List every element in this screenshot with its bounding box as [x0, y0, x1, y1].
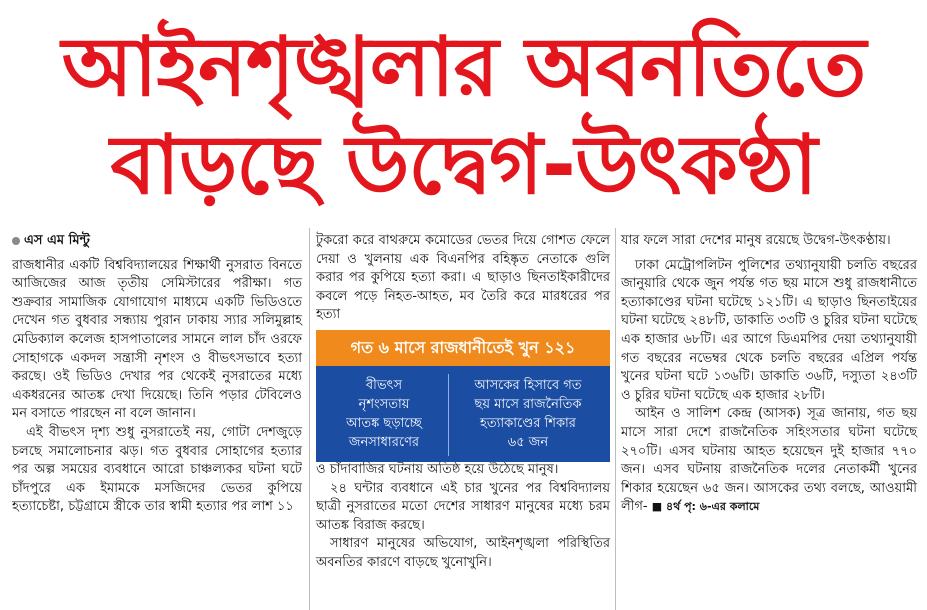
column-3-paragraph-1: যার ফলে সারা দেশের মানুষ রয়েছে উদ্বেগ-উৎকণ্ঠায়।: [621, 233, 891, 248]
column-1-paragraph-1: রাজধানীর একটি বিশ্ববিদ্যালয়ের শিক্ষার্থী নুসরাত বিনতে আজিজের আজ তৃতীয় সেমিস্টারের পরীক্ষা। গত শুক্রবার সামাজিক যোগাযোগ মাধ্যমে একটি ভিডিওতে দেখেন গত বুধবার সন্ধ্যায় পুরান ঢাকায় স্যার সলিমুল্লাহ মেডিক্যাল কলেজ হাসপাতালের সামনে লাল চাঁদ ওরফে সোহাগকে একদল সন্ত্রাসী নৃশংস ও বীভৎসভাবে হত্যা করছে। ওই ভিডিও দেখার পর থেকেই নুসরাতের মধ্যে একধরনের আতঙ্ক দেখা দিয়েছে। তিনি পড়ার টেবিলেও মন বসাতে পারছেন না বলে জানান।: [12, 257, 302, 422]
column-2-paragraph-3: ২৪ ঘন্টার ব্যবধানে এই চার খুনের পর বিশ্ববিদ্যালয় ছাত্রী নুসরাতের মতো দেশের সাধারণ মানুষের মধ্যে চরম আতঙ্ক বিরাজ করছে।: [316, 480, 610, 533]
column-3-paragraph-3-text: আইন ও সালিশ কেন্দ্র (আসক) সূত্র জানায়, গত ছয় মাসে সারা দেশে রাজনৈতিক সহিংসতার ঘটনা ঘটেছে ২৭০টি। এসব ঘটনায় আহত হয়েছেন দুই হাজার ৭৭০ জন। এসব ঘটনায় রাজনৈতিক দলের নেতাকর্মী খুনের শিকার হয়েছেন ৬৫ জন। আসকের তথ্য বলছে, আওয়ামী লীগ-: [621, 406, 917, 515]
continued-on-marker: ■ ৪র্থ পৃ: ৬-এর কলামে: [651, 500, 760, 514]
bullet-icon: [12, 237, 20, 245]
continued-on-text: ৪র্থ পৃ: ৬-এর কলামে: [666, 500, 760, 514]
infobox-right-line: হত্যাকাণ্ডের শিকার: [480, 416, 576, 431]
byline: [12, 232, 302, 251]
column-1: [12, 232, 302, 517]
infobox-right-line: আসকের হিসাবে গত: [474, 378, 582, 393]
column-3-paragraph-3: [621, 405, 917, 517]
column-2-paragraph-2: ও চাঁদাবাজির ঘটনায় অতিষ্ঠ হয়ে উঠেছে মানুষ।: [316, 461, 559, 477]
infobox-left-line: নৃশংসতায়: [358, 397, 410, 412]
headline-line-1: আইনশৃঙ্খলার অবনতিতে: [61, 20, 866, 115]
column-2-paragraph-1: টুকরো করে বাথরুমে কমোডের ভেতর দিয়ে গোশত ফেলে দেয়া ও খুলনায় এক বিএনপির বহিষ্কৃত নেতাকে গুলি করার পর কুপিয়ে হত্যা করা। এ ছাড়াও ছিনতাইকারীদের কবলে পড়ে নিহত-আহত, মব তৈরি করে মারধরের পর হত্যা: [316, 233, 610, 323]
column-rule-2: [615, 228, 616, 610]
infobox: [316, 330, 610, 462]
column-rule-1: [309, 228, 310, 610]
infobox-right: [452, 376, 604, 452]
infobox-left: [322, 376, 446, 452]
infobox-left-line: জনসাধারণের: [348, 435, 420, 450]
infobox-left-line: বীভৎস: [365, 378, 403, 393]
byline-author: এস এম মিন্টু: [24, 233, 90, 248]
infobox-divider: [448, 374, 449, 456]
infobox-right-line: ৬৫ জন: [507, 435, 549, 450]
column-3-paragraph-2: ঢাকা মেট্রোপলিটন পুলিশের তথ্যানুযায়ী চলতি বছরের জানুয়ারি থেকে জুন পর্যন্ত গত ছয় মাসে শুধু রাজধানীতে হত্যাকাণ্ডের ঘটনা ঘটেছে ১২১টি। এ ছাড়াও ছিনতাইয়ের ঘটনা ঘটেছে ২৪৮টি, ডাকাতি ৩৩টি ও চুরির ঘটনা ঘটেছে এক হাজার ৬৮টি। এর আগে ডিএমপির দেয়া তথ্যানুযায়ী গত বছরের নভেম্বর থেকে চলতি বছরের এপ্রিল পর্যন্ত খুনের ঘটনা ঘটে ১৩৬টি। ডাকাতি ৩৬টি, দস্যুতা ২৪৩টি ও চুরির ঘটনা ঘটেছে এক হাজার ২৮টি।: [621, 257, 917, 403]
column-2-paragraph-4: সাধারণ মানুষের অভিযোগ, আইনশৃঙ্খলা পরিস্থিতির অবনতির কারণে বাড়ছে খুনোখুনি।: [316, 536, 610, 570]
infobox-title: গত ৬ মাসে রাজধানীতেই খুন ১২১: [316, 330, 610, 366]
column-1-paragraph-2: এই বীভৎস দৃশ্য শুধু নুসরাতেই নয়, গোটা দেশজুড়ে চলছে সমালোচনার ঝড়। গত বুধবার সোহাগের হত্যার পর অল্প সময়ের ব্যবধানে আরো চাঞ্চল্যকর ঘটনা ঘটে চাঁদপুরে এক ইমামকে মসজিদের ভেতর কুপিয়ে হত্যাচেষ্টা, চট্টগ্রামে স্ত্রীকে তার স্বামী হত্যার পর লাশ ১১: [12, 424, 302, 515]
infobox-right-line: ছয় মাসে রাজনৈতিক: [474, 397, 582, 412]
column-3: [621, 232, 917, 517]
infobox-left-line: আতঙ্ক ছড়াচ্ছে: [346, 416, 422, 431]
headline-line-2: বাড়ছে উদ্বেগ-উৎকণ্ঠা: [110, 118, 817, 213]
